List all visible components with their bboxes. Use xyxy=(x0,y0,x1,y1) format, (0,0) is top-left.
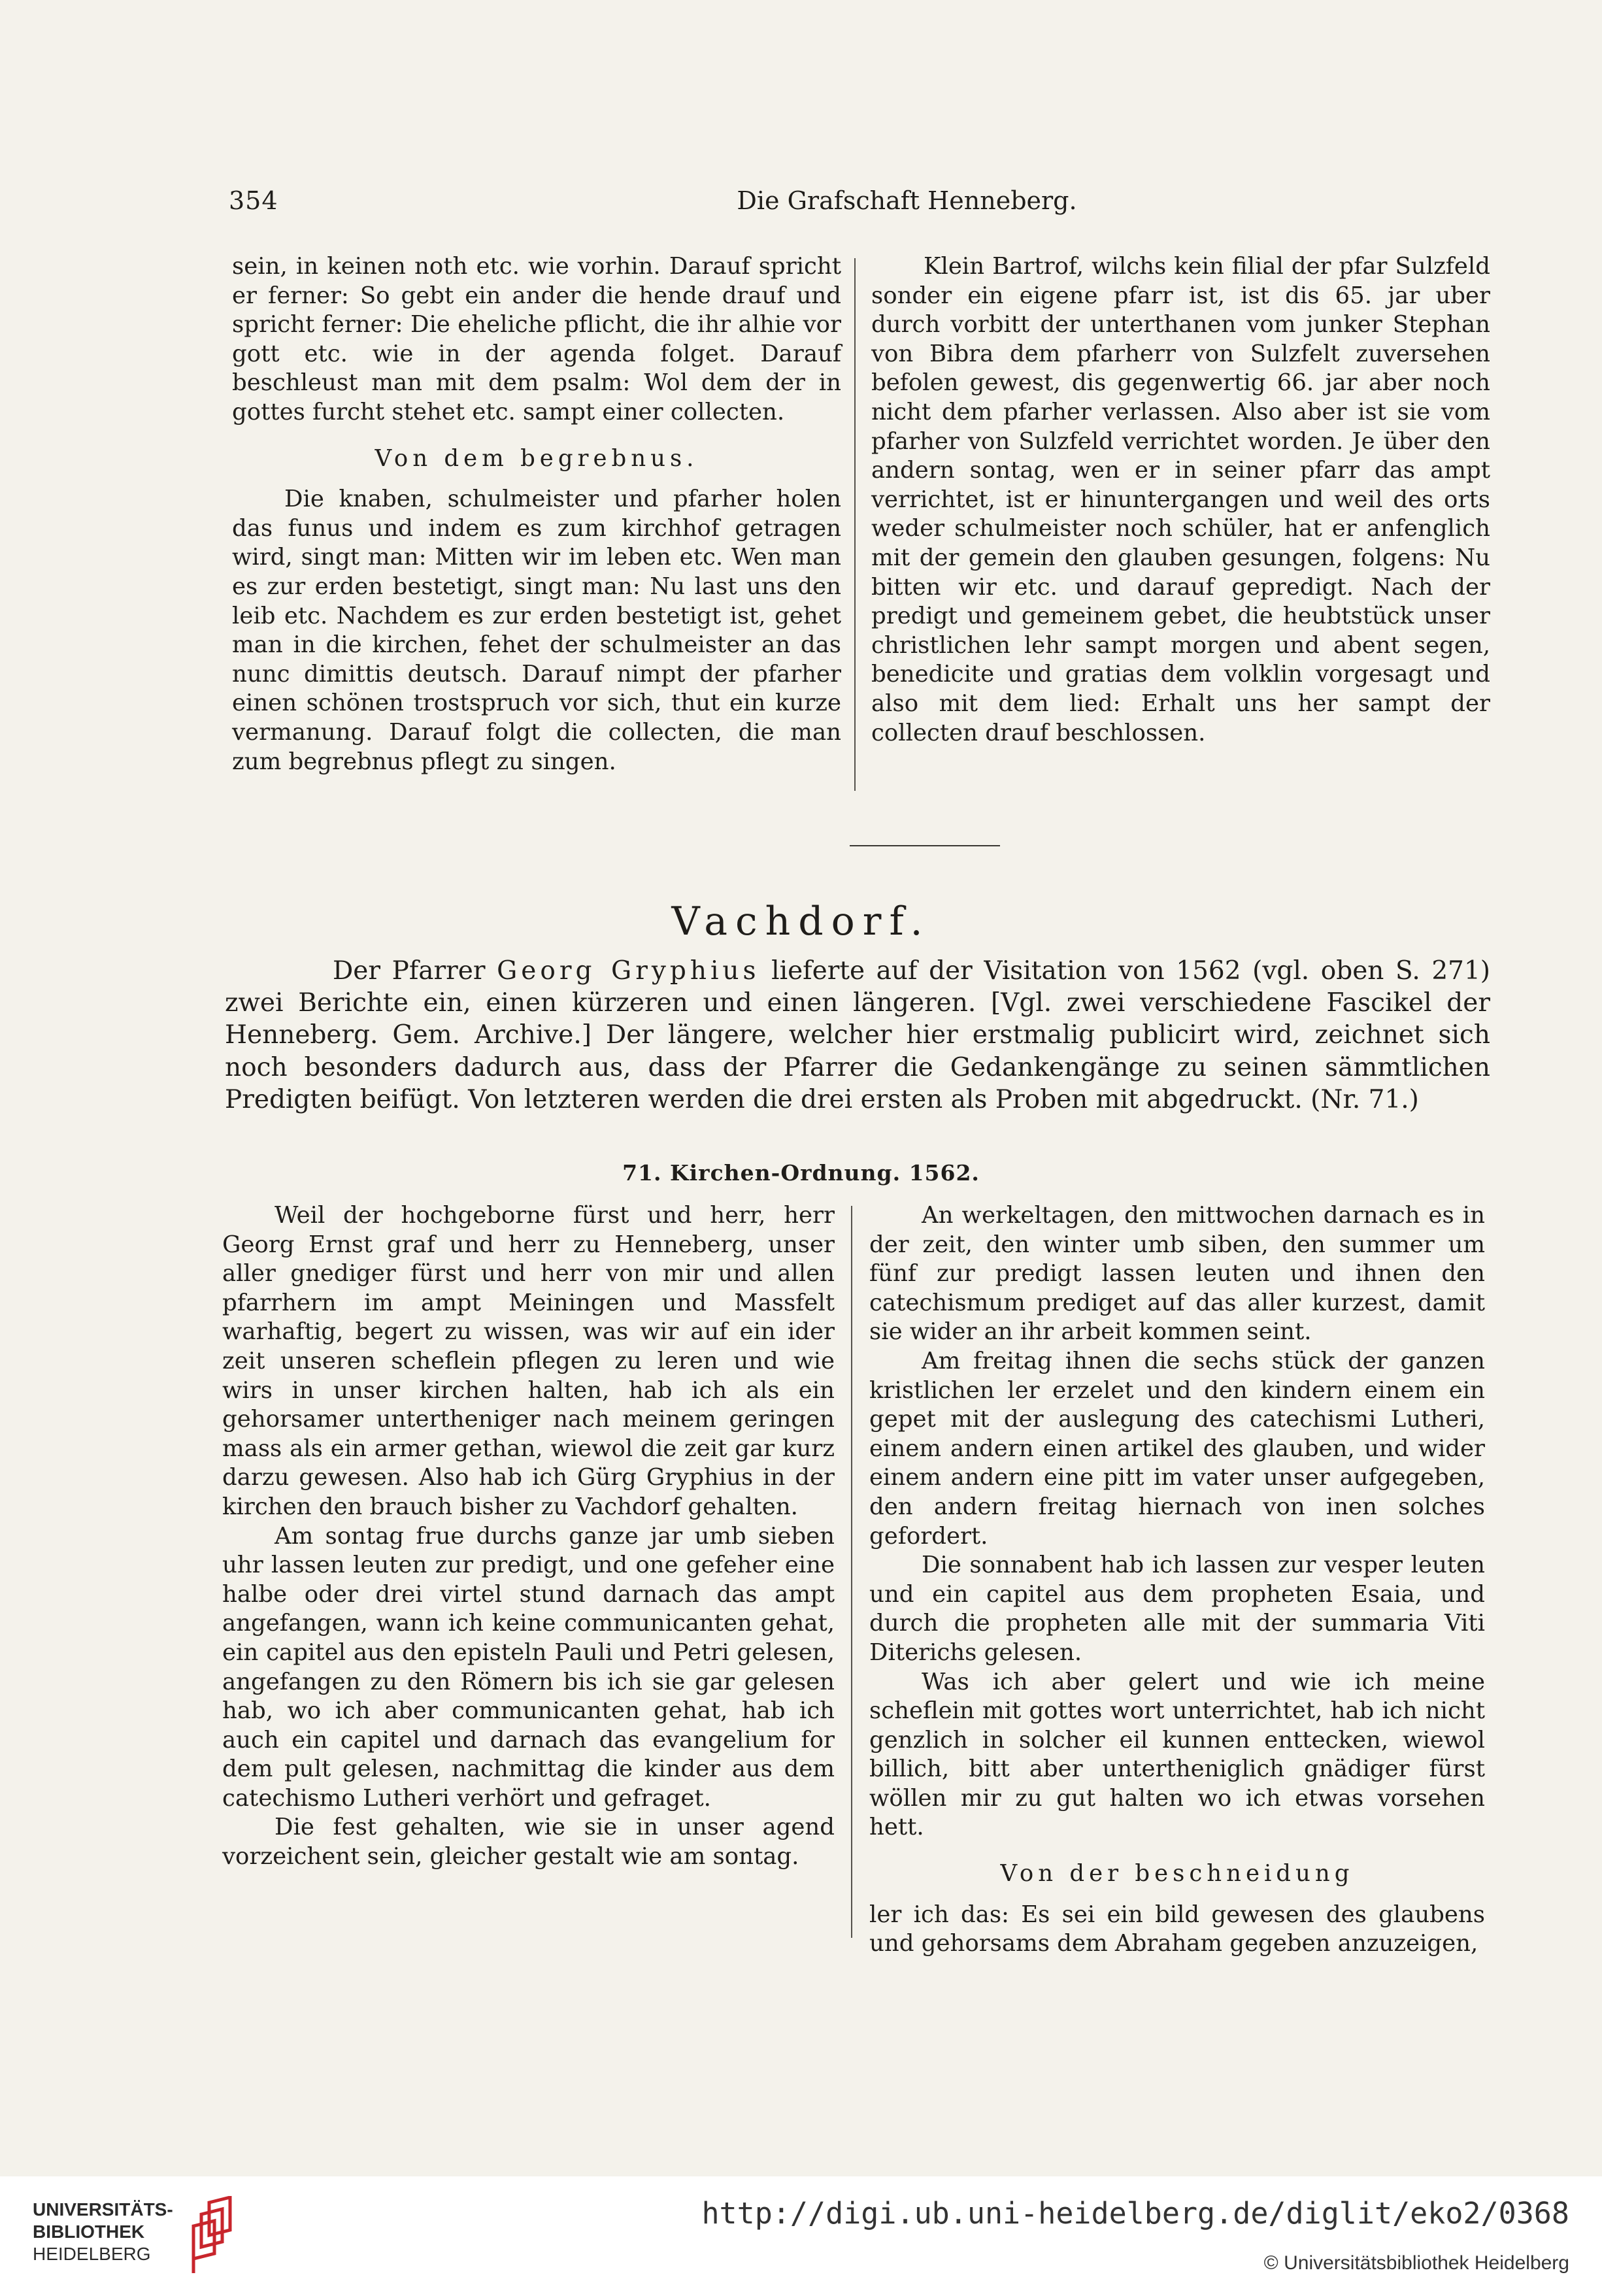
paragraph: Klein Bartrof, wilchs kein filial der pfar Sulzfeld sonder ein eigene pfarr ist, ist dis 65. jar uber durch vorbitt der unterthanen vom junker Stephan von Bibra dem pfarherr von Sulzfelt zuversehen befolen gewest, dis gegenwertig 66. jar aber noch nicht dem pfarher verlassen. Also aber ist sie vom pfarher von Sulzfeld verrichtet worden. Je über den andern sontag, wen er in seiner pfarr das ampt verrichtet, ist er hinuntergangen und weil des orts weder schulmeister noch schüler, hat er anfenglich mit der gemein den glauben gesungen, folgens: Nu bitten wir etc. und darauf gepredigt. Nach der predigt und gemeinem gebet, die heubtstück unser christlichen lehr sampt morgen und abent segen, benedicite und gratias dem volklin vorgesagt und also mit dem lied: Erhalt uns her sampt der collecten drauf beschlossen. xyxy=(871,253,1490,746)
person-name: Georg Gryphius xyxy=(497,956,760,986)
section-title: Vachdorf. xyxy=(671,899,931,944)
library-logo[interactable] xyxy=(33,2196,307,2281)
paragraph: Am freitag ihnen die sechs stück der ganzen kristlichen ler erzelet und den kindern einem ein gepet mit der auslegung des catechismi Lutheri, einem andern einen artikel des glauben, und wider einem andern eine pitt im vater unser aufgegeben, den andern freitag hiernach von inen solches gefordert. xyxy=(869,1347,1485,1550)
page-header xyxy=(229,186,1494,225)
column-divider xyxy=(854,258,856,791)
paragraph: ler ich das: Es sei ein bild gewesen des glaubens und gehorsams dem Abraham gegeben anzuzeigen, xyxy=(869,1901,1485,1957)
copyright-notice: © Universitätsbibliothek Heidelberg xyxy=(1263,2252,1569,2274)
top-right-column xyxy=(871,252,1490,748)
paragraph: An werkeltagen, den mittwochen darnach es in der zeit, den winter umb siben, den summer um fünf zur predigt lassen leuten und ihnen den catechismum prediget auf das aller kurzest, damit sie wider an ihr arbeit kommen seint. xyxy=(869,1202,1485,1346)
intro-paragraph xyxy=(225,955,1490,1116)
paragraph: Die knaben, schulmeister und pfarher holen das funus und indem es zum kirchhof getragen wird, singt man: Mitten wir im leben etc. Wen man es zur erden bestetigt, singt man: Nu last uns den leib etc. Nachdem es zur erden bestetigt ist, gehet man in die kirchen, fehet der schulmeister an das nunc dimittis deutsch. Darauf nimpt der pfarher einen schönen trostspruch vor sich, thut ein kurze vermanung. Darauf folgt die collecten, die man zum begrebnus pflegt zu singen. xyxy=(232,486,841,775)
page-number: 354 xyxy=(229,186,278,215)
section-subheading: Von der beschneidung xyxy=(1000,1860,1354,1888)
column-divider xyxy=(851,1206,852,1938)
logo-wordmark: UNIVERSITÄTS- BIBLIOTHEK HEIDELBERG xyxy=(33,2199,173,2264)
bottom-right-column xyxy=(869,1201,1485,1959)
paragraph: Was ich aber gelert und wie ich meine scheflein mit gottes wort unterrichtet, hab ich nicht genzlich in solcher eil kunnen enttecken, wiewol billich, bitt aber untertheniglich gnädiger fürst wöllen mir zu gut halten wo ich etwas vorsehen hett. xyxy=(869,1668,1485,1841)
paragraph: Die fest gehalten, wie sie in unser agend vorzeichent sein, gleicher gestalt wie am sontag. xyxy=(222,1814,835,1871)
document-heading: 71. Kirchen-Ordnung. 1562. xyxy=(622,1160,980,1186)
bottom-left-column xyxy=(222,1201,835,1872)
intro-text: lieferte auf der Visitation von 1562 (vgl. oben S. 271) zwei Berichte ein, einen kürzeren und einen längeren. [Vgl. zwei verschiedene Fascikel der Henneberg. Gem. Archive.] Der längere, welcher hier erstmalig publicirt wird, zeichnet sich noch besonders dadurch aus, dass der Pfarrer die Gedankengänge zu seinen sämmtlichen Predigten beifügt. Von letzteren werden die drei ersten als Proben mit abgedruckt. xyxy=(225,956,1490,1114)
paragraph: sein, in keinen noth etc. wie vorhin. Darauf spricht er ferner: So gebt ein ander die hende drauf und spricht ferner: Die eheliche pflicht, die ihr alhie vor gott etc. wie in der agenda folget. Darauf beschleust man mit dem psalm: Wol dem der in gottes furcht stehet etc. sampt einer collecten. xyxy=(232,253,841,425)
paragraph: Am sontag frue durchs ganze jar umb sieben uhr lassen leuten zur predigt, und one gefeher eine halbe oder drei virtel stund darnach das ampt angefangen, wann ich keine communicanten gehat, ein capitel aus den episteln Pauli und Petri gelesen, angefangen zu den Römern bis ich sie gar gelesen hab, wo ich aber communicanten gehat, hab ich auch ein capitel und darnach das evangelium for dem pult gelesen, nachmittag die kinder aus dem catechismo Lutheri verhört und gefraget. xyxy=(222,1522,835,1812)
permalink-url[interactable]: http://digi.ub.uni-heidelberg.de/diglit/eko2/0368 xyxy=(701,2196,1569,2231)
paragraph: Weil der hochgeborne fürst und herr, herr Georg Ernst graf und herr zu Henneberg, unser aller gnediger fürst und herr von mir und allen pfarrhern im ampt Meiningen und Massfelt warhaftig, begert zu wissen, was wir auf ein ider zeit unseren scheflein pflegen zu leren und wie wirs in unser kirchen halten, hab ich als ein gehorsamer untertheniger nach meinem geringen mass als ein armer gethan, wiewol die zeit gar kurz darzu gewesen. Also hab ich Gürg Gryphius in der kirchen den brauch bisher zu Vachdorf gehalten. xyxy=(222,1202,835,1520)
paragraph: Die sonnabent hab ich lassen zur vesper leuten und ein capitel aus dem propheten Esaia, und durch die propheten alle mit der summaria Viti Diterichs gelesen. xyxy=(869,1552,1485,1666)
top-left-column xyxy=(232,252,841,776)
section-subheading: Von dem begrebnus. xyxy=(375,444,699,472)
intro-text: Der Pfarrer xyxy=(333,956,486,986)
viewer-footer xyxy=(0,2176,1602,2296)
running-head: Die Grafschaft Henneberg. xyxy=(737,186,1077,215)
document-reference: (Nr. 71.) xyxy=(1310,1084,1419,1114)
section-rule xyxy=(850,845,1000,846)
book-logo-icon xyxy=(190,2196,235,2274)
